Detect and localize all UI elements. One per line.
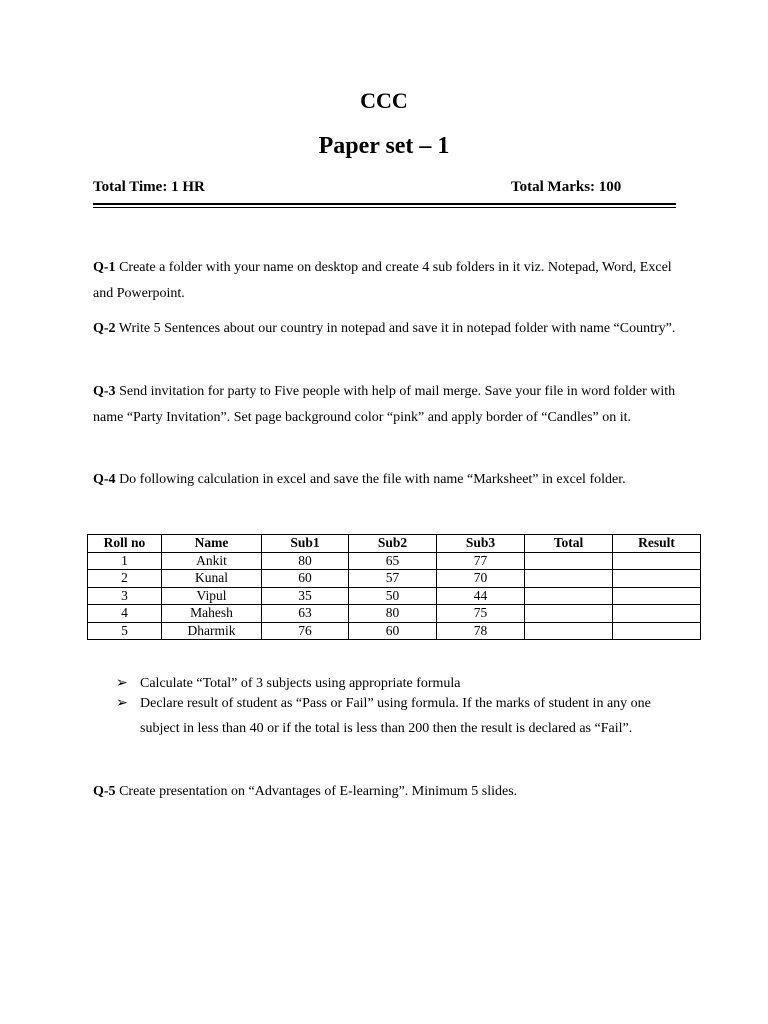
table-cell: 3 [88,587,162,605]
column-header: Result [613,535,701,553]
header-rule-thick [93,203,676,205]
table-cell: 2 [88,570,162,588]
table-cell [613,622,701,640]
paper-set-heading: Paper set – 1 [318,133,450,159]
column-header: Sub3 [437,535,525,553]
total-time: Total Time: 1 HR [93,179,205,195]
table-cell: 60 [262,570,349,588]
table-cell: Ankit [162,552,262,570]
table-cell [613,570,701,588]
question-number: Q-5 [93,784,116,799]
table-cell: 70 [437,570,525,588]
question-number: Q-1 [93,260,116,275]
table-row [88,570,701,588]
header-rule-thin [93,207,676,208]
column-header: Sub1 [262,535,349,553]
table-cell: 57 [349,570,437,588]
marksheet-table [87,534,701,640]
total-marks: Total Marks: 100 [511,179,622,195]
question-text: Create a folder with your name on desktop and create 4 sub folders in it viz. Notepad, Word, Excel and Powerpoint. [93,260,672,301]
table-row [88,605,701,623]
question-1 [93,255,681,306]
list-item-text: Calculate “Total” of 3 subjects using appropriate formula [140,676,461,691]
table-cell [525,552,613,570]
table-cell: 80 [262,552,349,570]
column-header: Roll no [88,535,162,553]
table-cell: 77 [437,552,525,570]
question-2 [93,316,681,342]
table-cell [613,605,701,623]
question-5 [93,779,681,805]
question-number: Q-3 [93,384,116,399]
table-cell [525,587,613,605]
table-cell: 80 [349,605,437,623]
table-cell: 1 [88,552,162,570]
table-cell [525,605,613,623]
table-cell: 50 [349,587,437,605]
table-cell [613,587,701,605]
table-cell: 44 [437,587,525,605]
table-cell: Mahesh [162,605,262,623]
question-text: Write 5 Sentences about our country in notepad and save it in notepad folder with name “Country”. [115,321,676,336]
table-cell: 4 [88,605,162,623]
instruction-list [116,674,686,741]
list-item-text: Declare result of student as “Pass or Fail” using formula. If the marks of student in any one subject in less than 40 or if the total is less than 200 then the result is declared as “Fail”. [140,696,651,736]
question-number: Q-2 [93,321,116,336]
arrow-bullet-icon: ➢ [116,696,128,711]
question-4 [93,467,681,493]
table-row [88,552,701,570]
question-3 [93,379,681,430]
table-row [88,622,701,640]
table-cell: 60 [349,622,437,640]
question-text: Send invitation for party to Five people with help of mail merge. Save your file in word folder with name “Party Invitation”. Set page background color “pink” and apply border of “Candles” on it. [93,384,676,425]
document-title: CCC [360,88,408,113]
table-header-row [88,535,701,553]
column-header: Total [525,535,613,553]
table-cell: 78 [437,622,525,640]
table-cell [525,570,613,588]
table-cell: 76 [262,622,349,640]
table-cell: 35 [262,587,349,605]
table-cell: Vipul [162,587,262,605]
list-item [116,691,686,741]
column-header: Name [162,535,262,553]
table-cell: 75 [437,605,525,623]
question-number: Q-4 [93,472,116,487]
question-text: Do following calculation in excel and save the file with name “Marksheet” in excel folder. [115,472,626,487]
table-cell: 63 [262,605,349,623]
table-cell [525,622,613,640]
arrow-bullet-icon: ➢ [116,676,128,691]
table-cell: 5 [88,622,162,640]
table-cell: Kunal [162,570,262,588]
table-row [88,587,701,605]
table-cell: Dharmik [162,622,262,640]
table-cell: 65 [349,552,437,570]
column-header: Sub2 [349,535,437,553]
question-text: Create presentation on “Advantages of E-learning”. Minimum 5 slides. [115,784,518,799]
table-cell [613,552,701,570]
